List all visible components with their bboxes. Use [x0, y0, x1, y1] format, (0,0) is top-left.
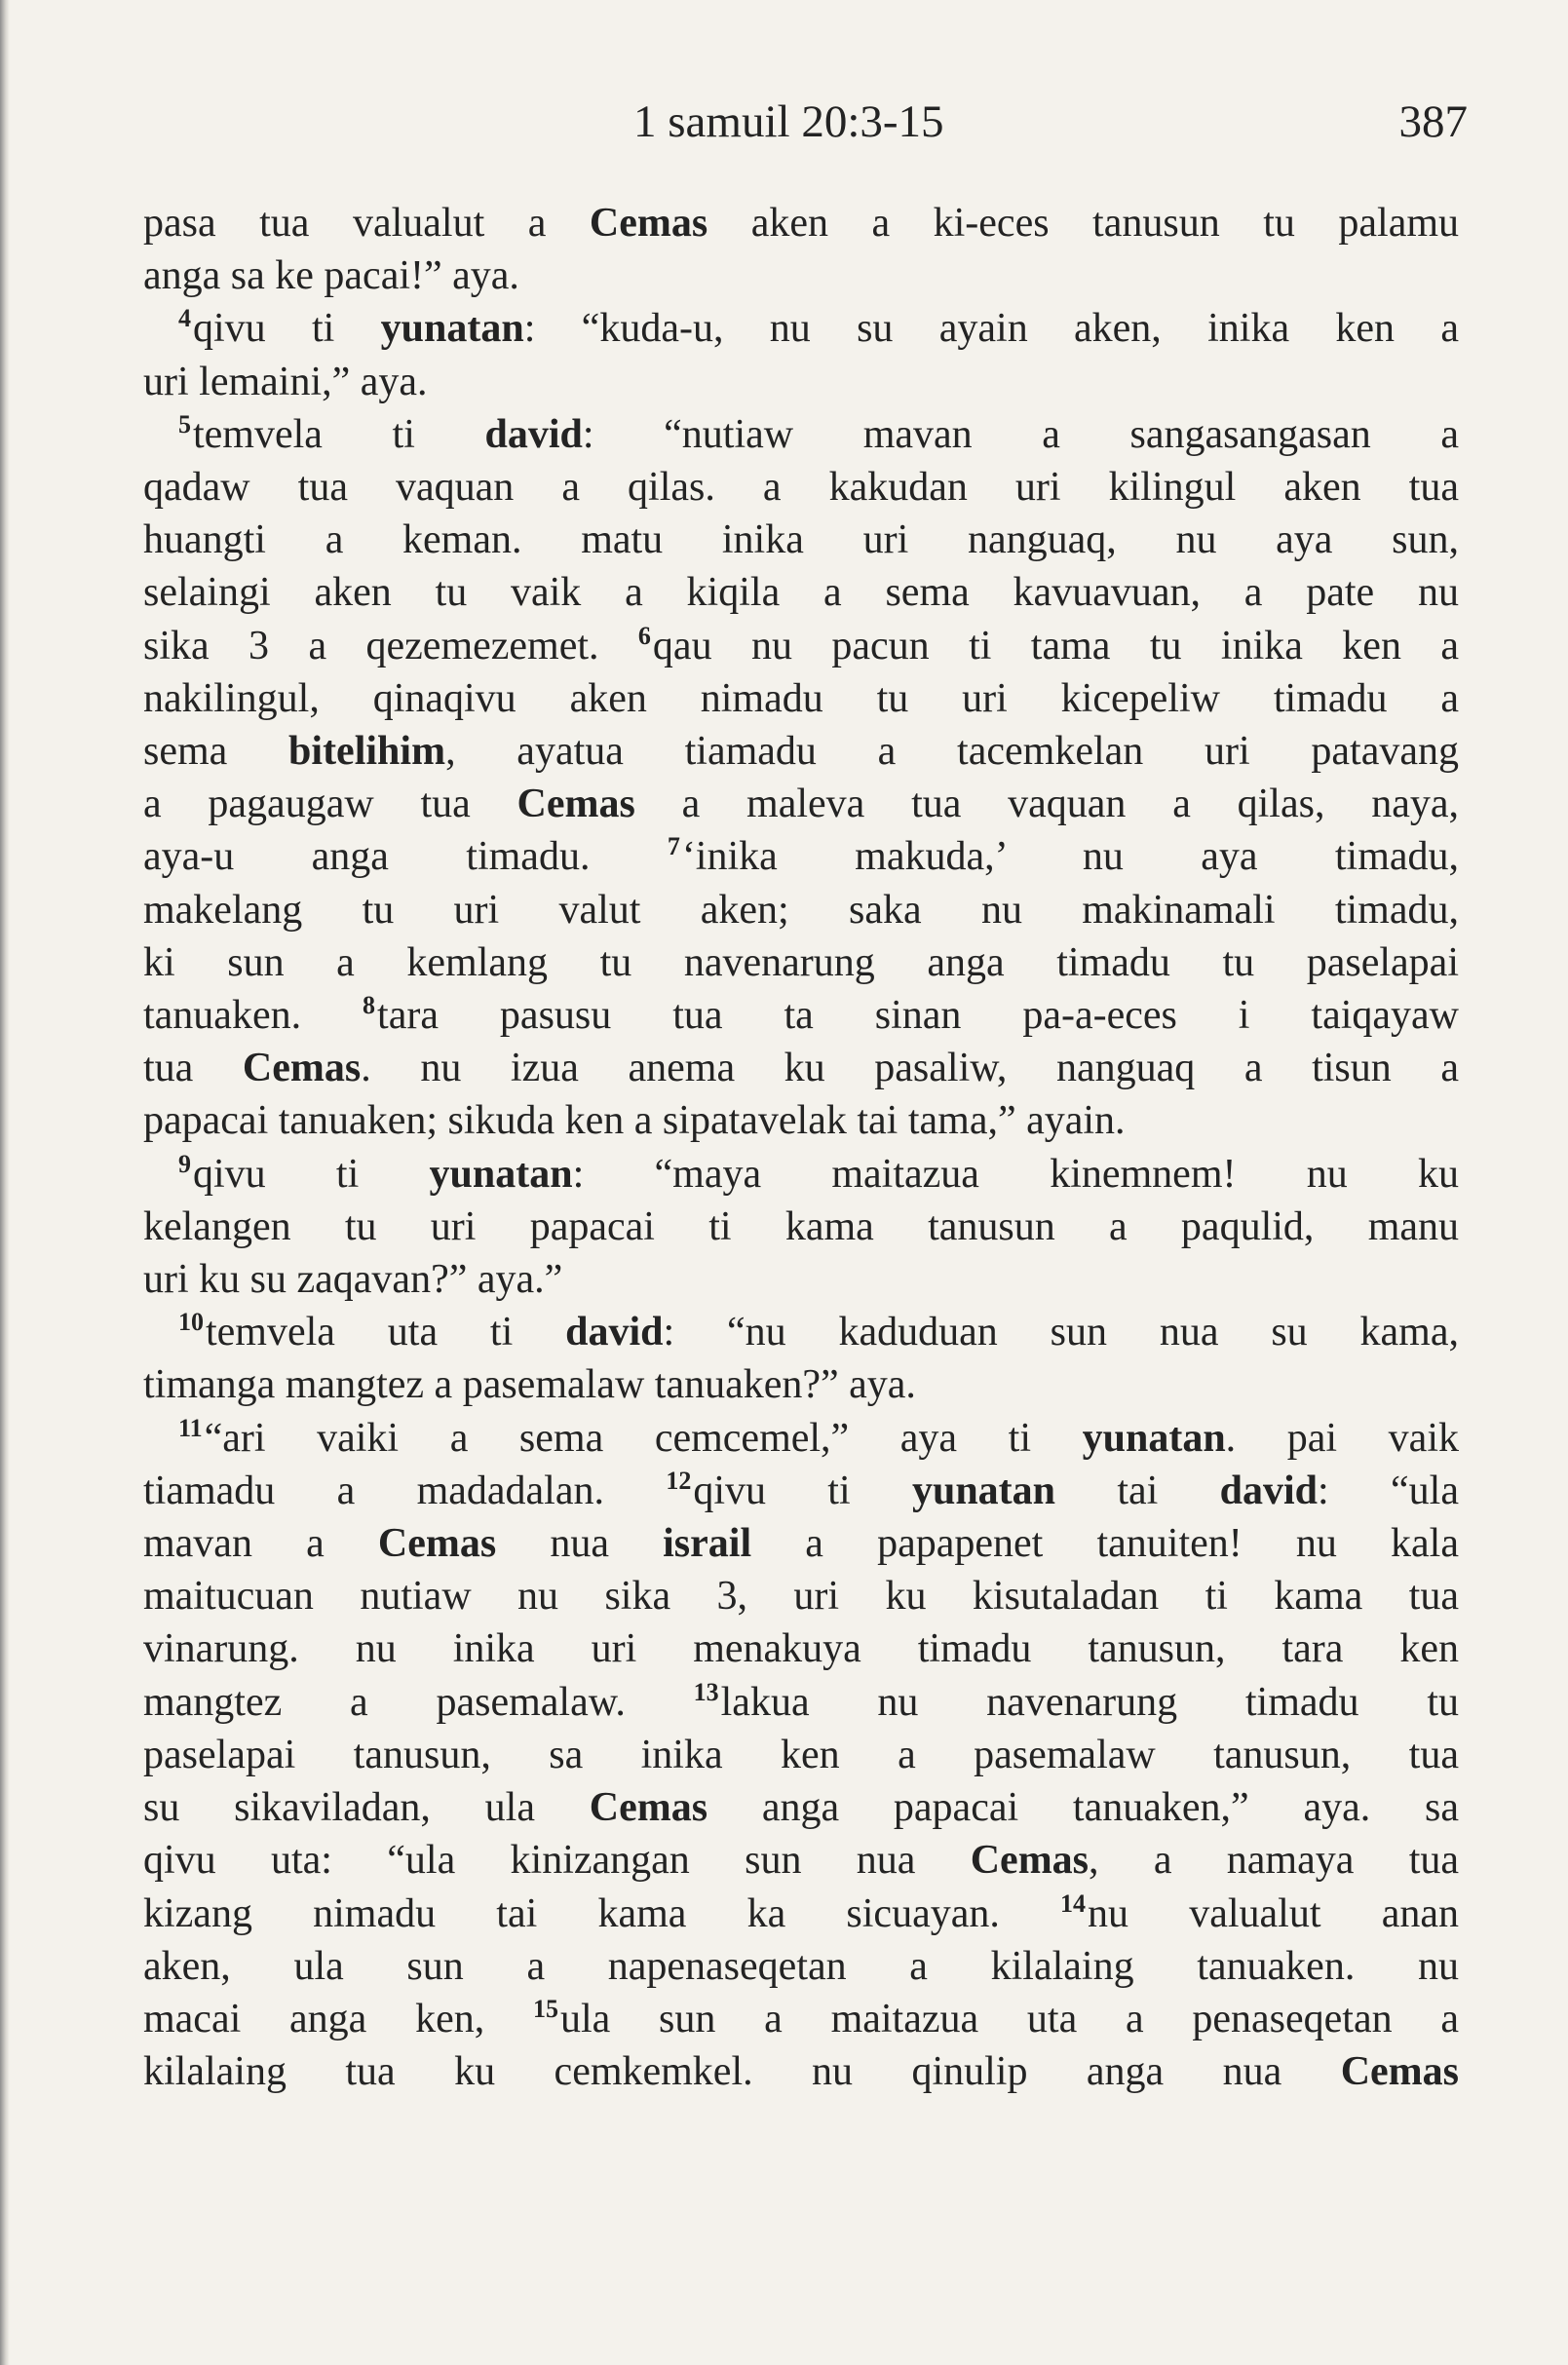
- text-segment: temvela uta ti: [206, 1310, 566, 1355]
- bold-name: Cemas: [970, 1838, 1090, 1884]
- text-line: [143, 778, 1459, 830]
- text-segment: “ari vaiki a sema cemcemel,” aya ti: [204, 1415, 1083, 1461]
- text-segment: macai anga ken,: [143, 1996, 533, 2041]
- text-segment: uri lemaini,” aya.: [143, 359, 428, 404]
- text-segment: , a namaya tua: [1089, 1838, 1460, 1884]
- verse-number: 15: [532, 1994, 558, 2023]
- verse-number: 4: [178, 304, 191, 333]
- bold-name: Cemas: [589, 201, 708, 246]
- text-line: [143, 1517, 1459, 1570]
- text-segment: anga sa ke pacai!” aya.: [143, 253, 519, 299]
- text-line: [143, 1465, 1459, 1517]
- bold-name: yunatan: [380, 306, 524, 352]
- text-line: [143, 1676, 1459, 1729]
- text-line: [143, 408, 1459, 461]
- text-segment: . nu izua anema ku pasaliw, nanguaq a tisun a: [361, 1046, 1459, 1091]
- text-segment: pasa tua valualut a: [143, 201, 590, 246]
- text-segment: sema: [143, 729, 289, 775]
- text-segment: lakua nu navenarung timadu tu: [720, 1679, 1459, 1725]
- bold-name: yunatan: [911, 1468, 1056, 1513]
- text-segment: kilalaing tua ku cemkemkel. nu qinulip anga nua: [143, 2049, 1341, 2095]
- running-header: [0, 88, 1568, 156]
- text-line: [143, 830, 1459, 883]
- text-line: [143, 302, 1459, 355]
- text-segment: a pagaugaw tua: [143, 782, 517, 827]
- text-line: [143, 1729, 1459, 1781]
- text-segment: nu valualut anan: [1088, 1890, 1459, 1936]
- text-line: [143, 249, 1459, 302]
- text-segment: , ayatua tiamadu a tacemkelan uri patavang: [445, 729, 1459, 775]
- text-segment: a maleva tua vaquan a qilas, naya,: [634, 782, 1459, 827]
- chapter-reference: 1 samuil 20:3-15: [633, 96, 944, 147]
- text-segment: qivu ti: [193, 306, 381, 352]
- text-segment: kelangen tu uri papacai ti kama tanusun a paqulid, manu: [143, 1203, 1459, 1249]
- verse-number: 9: [178, 1149, 191, 1178]
- bold-name: yunatan: [1082, 1415, 1226, 1461]
- text-segment: huangti a keman. matu inika uri nanguaq, nu aya sun,: [143, 517, 1459, 563]
- bold-name: Cemas: [377, 1521, 497, 1567]
- text-segment: tiamadu a madadalan.: [143, 1468, 667, 1513]
- text-line: [143, 461, 1459, 514]
- text-line: [143, 936, 1459, 989]
- text-line: [143, 672, 1459, 725]
- verse-number: 5: [178, 409, 191, 439]
- page-edge-shadow: [0, 0, 10, 2365]
- text-segment: ‘inika makuda,’ nu aya timadu,: [681, 834, 1460, 880]
- text-segment: : “ula: [1318, 1468, 1459, 1513]
- text-segment: qivu uta: “ula kinizangan sun nua: [143, 1838, 971, 1884]
- text-line: [143, 1622, 1459, 1675]
- text-segment: : “kuda-u, nu su ayain aken, inika ken a: [523, 306, 1459, 352]
- bold-name: david: [565, 1310, 664, 1355]
- text-segment: : “nu kaduduan sun nua su kama,: [663, 1310, 1459, 1355]
- verse-number: 12: [666, 1466, 692, 1495]
- text-segment: anga papacai tanuaken,” aya. sa: [708, 1785, 1459, 1831]
- verse-number: 14: [1060, 1888, 1087, 1918]
- text-line: [143, 2045, 1459, 2098]
- bold-name: Cemas: [242, 1046, 362, 1091]
- text-segment: paselapai tanusun, sa inika ken a pasemalaw tanusun, tua: [143, 1732, 1459, 1777]
- page-number: 387: [1398, 96, 1468, 147]
- bold-name: yunatan: [429, 1151, 573, 1197]
- text-line: [143, 1358, 1459, 1411]
- text-segment: tua: [143, 1046, 243, 1091]
- text-segment: aken a ki-eces tanusun tu palamu: [708, 201, 1460, 246]
- verse-number: 7: [667, 832, 680, 861]
- text-line: [143, 356, 1459, 408]
- text-line: [143, 1888, 1459, 1940]
- text-line: [143, 1148, 1459, 1201]
- text-line: [143, 725, 1459, 778]
- bold-name: Cemas: [516, 782, 635, 827]
- text-line: [143, 1993, 1459, 2045]
- bold-name: bitelihim: [288, 729, 446, 775]
- text-segment: selaingi aken tu vaik a kiqila a sema kavuavuan, a pate nu: [143, 570, 1459, 616]
- text-segment: a papapenet tanuiten! nu kala: [751, 1521, 1459, 1567]
- text-line: [143, 1042, 1459, 1094]
- text-segment: tanuaken.: [143, 993, 363, 1039]
- text-line: [143, 620, 1459, 672]
- text-segment: qivu ti: [693, 1468, 912, 1513]
- text-line: [143, 884, 1459, 936]
- text-line: [143, 566, 1459, 619]
- text-line: [143, 1306, 1459, 1358]
- text-line: [143, 1253, 1459, 1306]
- bold-name: david: [1219, 1468, 1319, 1513]
- text-segment: mangtez a pasemalaw.: [143, 1679, 694, 1725]
- text-line: [143, 1834, 1459, 1887]
- text-segment: makelang tu uri valut aken; saka nu makinamali timadu,: [143, 887, 1459, 933]
- text-segment: nua: [496, 1521, 664, 1567]
- text-segment: ki sun a kemlang tu navenarung anga timadu tu paselapai: [143, 939, 1459, 985]
- verse-number: 11: [178, 1413, 203, 1442]
- text-segment: su sikaviladan, ula: [143, 1785, 590, 1831]
- text-segment: kizang nimadu tai kama ka sicuayan.: [143, 1890, 1061, 1936]
- text-segment: maitucuan nutiaw nu sika 3, uri ku kisutaladan ti kama tua: [143, 1574, 1459, 1620]
- text-segment: : “maya maitazua kinemnem! nu ku: [572, 1151, 1459, 1197]
- verse-number: 13: [693, 1677, 719, 1706]
- text-line: [143, 1570, 1459, 1622]
- text-line: [143, 1201, 1459, 1253]
- text-segment: qivu ti: [193, 1151, 430, 1197]
- text-line: [143, 1094, 1459, 1147]
- text-segment: aken, ula sun a napenaseqetan a kilalaing tanuaken. nu: [143, 1943, 1459, 1989]
- text-segment: qau nu pacun ti tama tu inika ken a: [652, 623, 1459, 668]
- verse-number: 10: [178, 1308, 204, 1337]
- text-segment: qadaw tua vaquan a qilas. a kakudan uri kilingul aken tua: [143, 465, 1459, 511]
- bold-name: Cemas: [1340, 2049, 1459, 2095]
- text-segment: temvela ti: [193, 411, 485, 457]
- text-line: [143, 989, 1459, 1042]
- text-segment: sika 3 a qezemezemet.: [143, 623, 638, 668]
- text-segment: tara pasusu tua ta sinan pa-a-eces i taiqayaw: [377, 993, 1459, 1039]
- text-segment: tai: [1055, 1468, 1220, 1513]
- text-segment: uri ku su zaqavan?” aya.”: [143, 1257, 563, 1303]
- text-line: [143, 1940, 1459, 1993]
- text-segment: vinarung. nu inika uri menakuya timadu tanusun, tara ken: [143, 1626, 1459, 1672]
- text-line: [143, 197, 1459, 249]
- verse-number: 6: [637, 621, 651, 650]
- bold-name: israil: [663, 1521, 752, 1567]
- text-segment: : “nutiaw mavan a sangasangasan a: [582, 411, 1459, 457]
- bold-name: david: [484, 411, 583, 457]
- text-segment: ula sun a maitazua uta a penaseqetan a: [559, 1996, 1460, 2041]
- text-segment: mavan a: [143, 1521, 378, 1567]
- bold-name: Cemas: [589, 1785, 708, 1831]
- text-line: [143, 514, 1459, 566]
- verse-number: 8: [363, 991, 376, 1020]
- text-segment: aya-u anga timadu.: [143, 834, 668, 880]
- text-segment: nakilingul, qinaqivu aken nimadu tu uri kicepeliw timadu a: [143, 675, 1459, 721]
- text-segment: timanga mangtez a pasemalaw tanuaken?” aya.: [143, 1362, 916, 1408]
- scripture-text: [143, 197, 1459, 2098]
- text-line: [143, 1781, 1459, 1834]
- text-segment: . pai vaik: [1225, 1415, 1459, 1461]
- text-segment: papacai tanuaken; sikuda ken a sipatavelak tai tama,” ayain.: [143, 1098, 1126, 1144]
- text-line: [143, 1412, 1459, 1465]
